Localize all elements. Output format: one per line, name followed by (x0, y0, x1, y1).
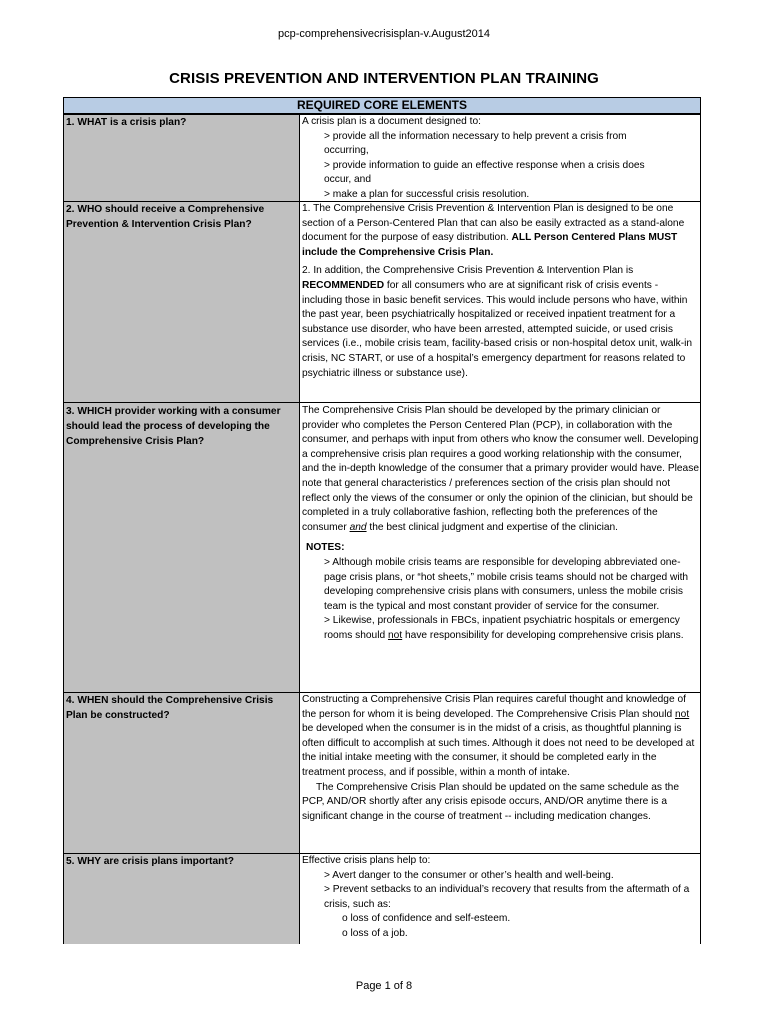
answer-why-sub-2: o loss of a job. (342, 927, 408, 939)
answer-when-p1-text: Constructing a Comprehensive Crisis Plan requires careful thought and knowledge of the person for whom it is being developed. The Comprehensive Crisis Plan should (302, 694, 686, 720)
page-number: Page 1 of 8 (355, 980, 413, 992)
answer-who-p1-text: 1. The Comprehensive Crisis Prevention & Intervention Plan is designed to be one section of a Person-Centered Plan that can also be easily extracted as a stand-alone document for the purpose of easy distribution. (302, 203, 685, 244)
answer-which-p1-em: and (349, 521, 367, 533)
answer-which-p1-text: The Comprehensive Crisis Plan should be developed by the primary clinician or provider who completes the Person Centered Plan (PCP), in collaboration with the consumer, and perhaps with input from others who know the consumer well. Developing a comprehensive crisis plan requires a good working relationship with the consumer, and the in-depth knowledge of the consumer that a primary provider would have. Please note that general characteristics / preferences section of the crisis plan should not reflect only the views of the consumer or only the opinion of the clinician, but should be completed in a truly collaborative fashion, reflecting both the preferences of the consumer (302, 405, 699, 533)
answer-who-p2-bold: RECOMMENDED (302, 279, 385, 291)
document-title: CRISIS PREVENTION AND INTERVENTION PLAN TRAINING (169, 70, 599, 87)
table-header: REQUIRED CORE ELEMENTS (63, 97, 701, 114)
question-column (63, 114, 300, 944)
answer-who-p2 (302, 264, 700, 381)
answer-what-bullet-2b: occur, and (324, 174, 372, 186)
answer-which-p1-end: the best clinical judgment and expertise of the clinician. (366, 521, 618, 533)
answer-what-bullet-2a: > provide information to guide an effective response when a crisis does (324, 159, 645, 171)
answer-when-p1 (302, 693, 700, 781)
note-2-end: have responsibility for developing comprehensive crisis plans. (402, 629, 684, 641)
answer-what-bullet-1b: occurring, (324, 145, 369, 157)
notes-label: NOTES: (306, 542, 345, 554)
question-why: 5. WHY are crisis plans important? (66, 856, 234, 867)
answer-why-sub-1: o loss of confidence and self-esteem. (342, 913, 511, 925)
answer-when-p2: The Comprehensive Crisis Plan should be updated on the same schedule as the PCP, AND/OR shortly after any crisis episode occurs, AND/OR anytime there is a significant change in the course of treatment -- including medication changes. (302, 781, 680, 822)
note-2 (302, 614, 700, 643)
answer-who-p2-end: for all consumers who are at significant risk of crisis events - including those in basic benefit services. This would include persons who have, within the past year, been psychiatrically hospitalized or received inpatient treatment for a substance use disorder, who have been arrested, attempted suicide, or used crisis services (i.e., mobile crisis team, facility-based crisis or non-hospital detox unit, walk-in crisis, NC START, or use of a hospital’s emergency department for reasons related to psychiatric illness or substance use). (302, 279, 693, 379)
answer-why-bullet-2: > Prevent setbacks to an individual’s recovery that results from the aftermath of a crisis, such as: (324, 884, 690, 910)
document-file-label: pcp-comprehensivecrisisplan-v.August2014 (278, 28, 490, 40)
note-1: > Although mobile crisis teams are responsible for developing abbreviated one-page crisis plans, or “hot sheets,” mobile crisis teams should not be charged with developing comprehensive crisis plans with consumers, unless the mobile crisis team is the typical and most constant provider of service for the consumer. (324, 556, 689, 612)
answer-which-p1 (302, 404, 700, 535)
answer-when-p1-underline: not (675, 708, 690, 720)
row-divider-3 (63, 402, 701, 403)
answer-what-intro: A crisis plan is a document designed to: (302, 116, 481, 127)
note-2-text: > Likewise, professionals in FBCs, inpatient psychiatric hospitals or emergency rooms should (324, 615, 680, 641)
answer-who-p1-bold: ALL Person Centered Plans MUST include the Comprehensive Crisis Plan. (302, 232, 678, 258)
answer-when (302, 693, 700, 824)
answer-what (302, 115, 700, 203)
answer-what-bullet-3: > make a plan for successful crisis resolution. (324, 188, 530, 200)
question-when: 4. WHEN should the Comprehensive Crisis Plan be constructed? (66, 695, 274, 721)
table-right-border (700, 114, 701, 944)
answer-why (302, 854, 700, 942)
answer-who-p1 (302, 202, 700, 260)
question-who: 2. WHO should receive a Comprehensive Prevention & Intervention Crisis Plan? (66, 204, 265, 230)
question-what: 1. WHAT is a crisis plan? (66, 117, 187, 128)
answer-who (302, 202, 700, 381)
answer-why-bullet-1: > Avert danger to the consumer or other’s health and well-being. (324, 869, 614, 881)
answer-when-p1-end: be developed when the consumer is in the midst of a crisis, as thoughtful planning is often difficult to accomplish at such times. Although it does not need to be developed at the initial intake meeting with the consumer, it should be completed early in the treatment process, and if possible, within a month of intake. (302, 723, 695, 778)
answer-which (302, 404, 700, 644)
question-which: 3. WHICH provider working with a consumer should lead the process of developing the Comprehensive Crisis Plan? (66, 406, 281, 447)
note-2-underline: not (388, 629, 403, 641)
answer-who-p2-text: 2. In addition, the Comprehensive Crisis Prevention & Intervention Plan is (302, 265, 634, 277)
answer-what-bullet-1a: > provide all the information necessary to help prevent a crisis from (324, 130, 627, 142)
answer-why-intro: Effective crisis plans help to: (302, 855, 431, 866)
